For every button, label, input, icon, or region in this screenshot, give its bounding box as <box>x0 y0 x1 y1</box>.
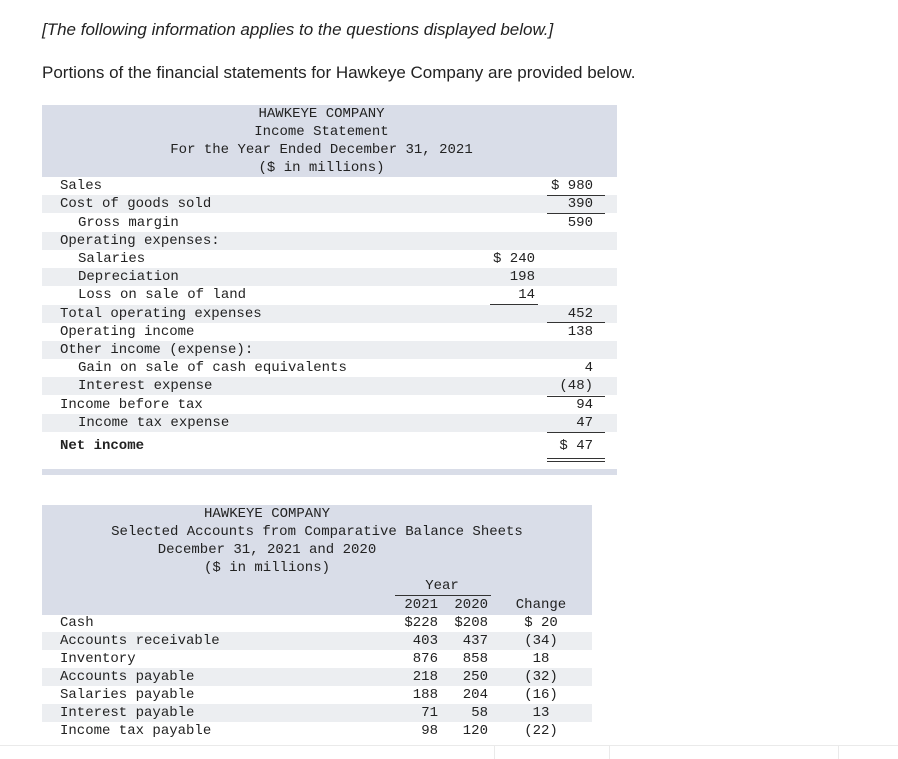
bs-col-change: Change <box>515 597 567 613</box>
is-label: Income tax expense <box>78 415 230 431</box>
is-row-income-tax-expense <box>42 414 617 432</box>
underline <box>547 195 605 196</box>
is-value-outer: 138 <box>567 324 593 340</box>
is-label: Total operating expenses <box>60 306 262 322</box>
bs-value-2021: 403 <box>412 633 438 649</box>
bs-value-change: 18 <box>532 651 550 667</box>
bs-value-2020: 204 <box>462 687 488 703</box>
bs-value-2021: 98 <box>421 723 438 739</box>
is-label: Income before tax <box>60 397 203 413</box>
page-divider-tick <box>609 745 610 759</box>
bs-label: Salaries payable <box>60 687 195 703</box>
is-row-interest-expense <box>42 377 617 395</box>
is-label: Sales <box>60 178 103 194</box>
is-row-gain-cash-equiv <box>42 359 617 377</box>
bs-title: Selected Accounts from Comparative Balance Sheets <box>111 524 523 540</box>
double-underline <box>547 458 605 459</box>
is-value-outer: 452 <box>567 306 593 322</box>
is-label: Net income <box>60 438 145 454</box>
bs-value-change: $ 20 <box>524 615 558 631</box>
page-divider-tick <box>838 745 839 759</box>
is-row-total-opex <box>42 305 617 323</box>
is-value-outer: 47 <box>576 415 593 431</box>
is-value-inner: 198 <box>509 269 535 285</box>
underline <box>547 322 605 323</box>
is-row-net-income <box>42 437 617 457</box>
bs-col-2020: 2020 <box>454 597 488 613</box>
bs-company-name: HAWKEYE COMPANY <box>203 506 331 522</box>
bs-value-2021: 876 <box>412 651 438 667</box>
is-row-other-heading <box>42 341 617 359</box>
is-value-outer: 4 <box>584 360 593 376</box>
is-period: For the Year Ended December 31, 2021 <box>170 142 473 158</box>
bs-label: Interest payable <box>60 705 195 721</box>
is-row-operating-income <box>42 323 617 341</box>
bs-row-interest-payable <box>42 704 592 722</box>
is-row-sales <box>42 177 617 195</box>
bs-value-2021: $228 <box>404 615 438 631</box>
bs-value-2020: 858 <box>462 651 488 667</box>
bs-row-cash <box>42 614 592 632</box>
is-row-opex-heading <box>42 232 617 250</box>
is-label: Gain on sale of cash equivalents <box>78 360 347 376</box>
is-row-income-before-tax <box>42 396 617 414</box>
is-row-depreciation <box>42 268 617 286</box>
bs-label: Income tax payable <box>60 723 212 739</box>
underline <box>547 432 605 433</box>
is-row-loss-on-land <box>42 286 617 304</box>
bs-value-change: (22) <box>524 723 558 739</box>
is-units: ($ in millions) <box>258 160 385 176</box>
bs-units: ($ in millions) <box>203 560 331 576</box>
is-label: Gross margin <box>78 215 179 231</box>
is-value-outer: $ 47 <box>559 438 593 454</box>
page-divider <box>0 745 898 746</box>
bs-value-2020: 437 <box>462 633 488 649</box>
bs-value-2021: 188 <box>412 687 438 703</box>
bs-value-2020: 58 <box>471 705 488 721</box>
is-label: Operating income <box>60 324 195 340</box>
balance-sheet-header <box>42 505 592 615</box>
is-label: Salaries <box>78 251 146 267</box>
is-label: Other income (expense): <box>60 342 254 358</box>
bs-dates: December 31, 2021 and 2020 <box>157 542 377 558</box>
is-value-inner: $ 240 <box>492 251 535 267</box>
bs-row-accounts-receivable <box>42 632 592 650</box>
bs-value-change: (34) <box>524 633 558 649</box>
bs-value-2021: 71 <box>421 705 438 721</box>
is-label: Loss on sale of land <box>78 287 247 303</box>
bs-value-change: (16) <box>524 687 558 703</box>
double-underline <box>547 461 605 462</box>
is-value-outer: 590 <box>567 215 593 231</box>
bs-row-income-tax-payable <box>42 722 592 740</box>
portions-text: Portions of the financial statements for Hawkeye Company are provided below. <box>42 63 636 82</box>
is-company-name: HAWKEYE COMPANY <box>258 106 385 122</box>
bs-value-2020: 120 <box>462 723 488 739</box>
bs-row-accounts-payable <box>42 668 592 686</box>
page-divider-tick <box>494 745 495 759</box>
is-value-inner: 14 <box>518 287 535 303</box>
is-value-outer: 390 <box>567 196 593 212</box>
income-statement-header <box>42 105 617 177</box>
bs-row-inventory <box>42 650 592 668</box>
income-statement-bottom-bar <box>42 469 617 475</box>
bs-label: Accounts receivable <box>60 633 220 649</box>
is-value-outer: (48) <box>559 378 593 394</box>
bs-value-change: (32) <box>524 669 558 685</box>
is-statement-title: Income Statement <box>254 124 389 140</box>
underline <box>547 396 605 397</box>
is-label: Depreciation <box>78 269 179 285</box>
bs-row-salaries-payable <box>42 686 592 704</box>
underline <box>547 213 605 214</box>
intro-note: [The following information applies to the questions displayed below.] <box>42 20 554 39</box>
bs-year-label: Year <box>425 578 459 594</box>
is-label: Cost of goods sold <box>60 196 212 212</box>
bs-value-2021: 218 <box>412 669 438 685</box>
is-row-cogs <box>42 195 617 213</box>
bs-col-2021: 2021 <box>404 597 438 613</box>
bs-label: Inventory <box>60 651 136 667</box>
bs-label: Cash <box>60 615 94 631</box>
is-label: Interest expense <box>78 378 213 394</box>
bs-value-2020: 250 <box>462 669 488 685</box>
is-row-gross-margin <box>42 214 617 232</box>
bs-label: Accounts payable <box>60 669 195 685</box>
bs-value-change: 13 <box>532 705 550 721</box>
is-value-outer: 94 <box>576 397 593 413</box>
underline <box>490 304 538 305</box>
is-row-salaries <box>42 250 617 268</box>
is-value-outer: $ 980 <box>550 178 593 194</box>
is-label: Operating expenses: <box>60 233 220 249</box>
bs-value-2020: $208 <box>454 615 488 631</box>
